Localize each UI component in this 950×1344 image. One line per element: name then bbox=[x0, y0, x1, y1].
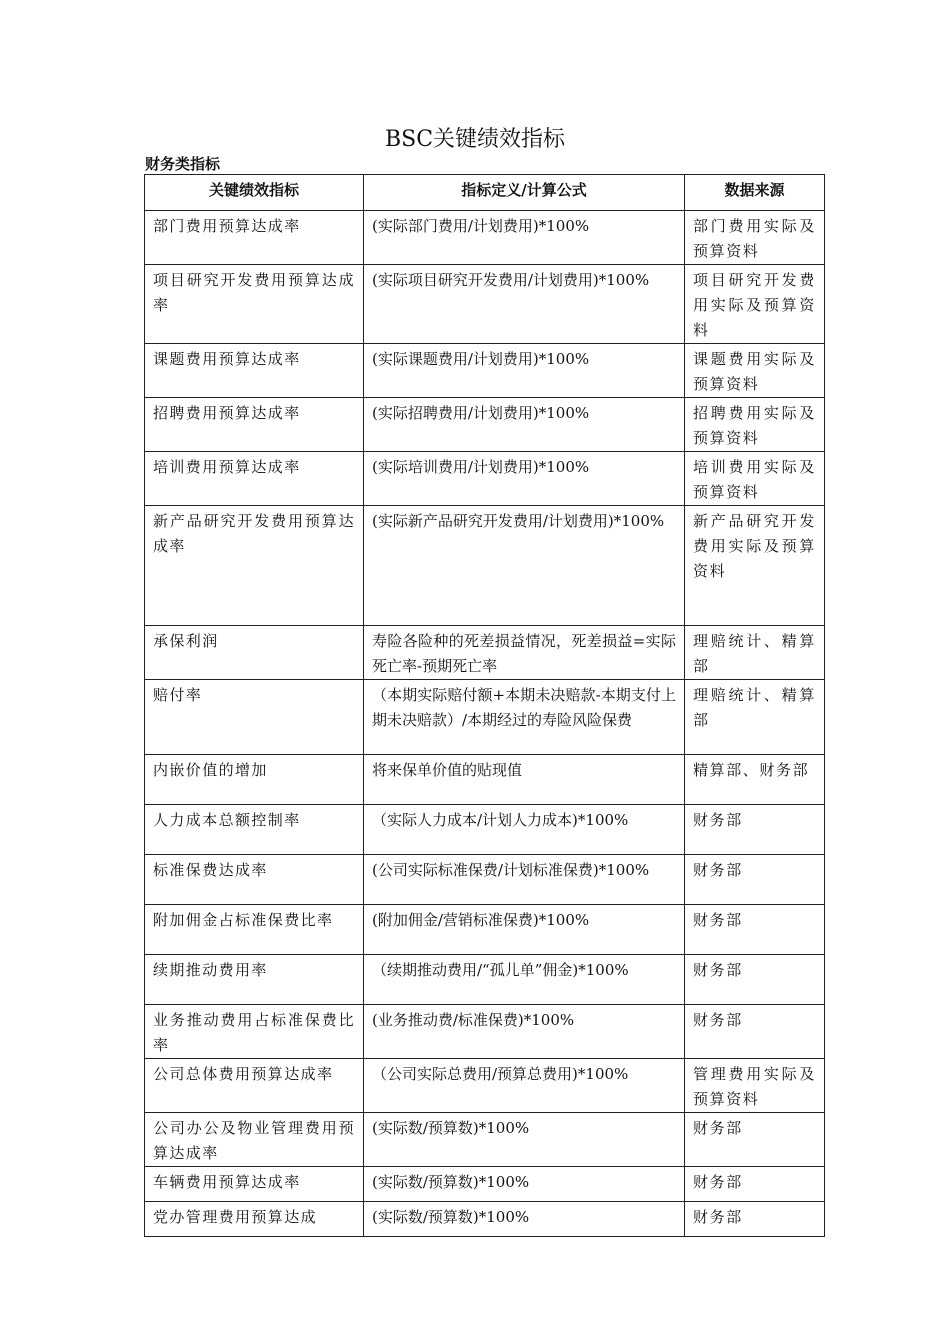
source-cell: 财务部 bbox=[685, 1167, 825, 1202]
source-cell: 财务部 bbox=[685, 905, 825, 955]
formula-cell: (业务推动费/标准保费)*100% bbox=[364, 1005, 685, 1059]
indicator-cell: 新产品研究开发费用预算达成率 bbox=[145, 506, 364, 626]
indicator-cell: 业务推动费用占标准保费比率 bbox=[145, 1005, 364, 1059]
indicator-cell: 续期推动费用率 bbox=[145, 955, 364, 1005]
formula-cell: (实际数/预算数)*100% bbox=[364, 1167, 685, 1202]
formula-cell: (实际项目研究开发费用/计划费用)*100% bbox=[364, 265, 685, 344]
table-row bbox=[145, 855, 825, 905]
source-cell: 新产品研究开发费用实际及预算资料 bbox=[685, 506, 825, 626]
formula-cell: (实际课题费用/计划费用)*100% bbox=[364, 344, 685, 398]
formula-cell: (附加佣金/营销标准保费)*100% bbox=[364, 905, 685, 955]
table-row bbox=[145, 452, 825, 506]
table-header-row bbox=[145, 175, 825, 211]
formula-cell: 将来保单价值的贴现值 bbox=[364, 755, 685, 805]
source-cell: 财务部 bbox=[685, 1005, 825, 1059]
table-row bbox=[145, 955, 825, 1005]
indicator-cell: 承保利润 bbox=[145, 626, 364, 680]
indicator-cell: 人力成本总额控制率 bbox=[145, 805, 364, 855]
table-row bbox=[145, 1167, 825, 1202]
table-row bbox=[145, 755, 825, 805]
table-row bbox=[145, 211, 825, 265]
formula-cell: (实际培训费用/计划费用)*100% bbox=[364, 452, 685, 506]
table-row bbox=[145, 398, 825, 452]
table-row bbox=[145, 805, 825, 855]
table-row bbox=[145, 680, 825, 755]
table-row bbox=[145, 905, 825, 955]
table-row bbox=[145, 265, 825, 344]
section-title: 财务类指标 bbox=[145, 155, 221, 173]
formula-cell: (实际招聘费用/计划费用)*100% bbox=[364, 398, 685, 452]
source-cell: 财务部 bbox=[685, 955, 825, 1005]
indicator-cell: 项目研究开发费用预算达成率 bbox=[145, 265, 364, 344]
source-cell: 管理费用实际及预算资料 bbox=[685, 1059, 825, 1113]
indicator-cell: 内嵌价值的增加 bbox=[145, 755, 364, 805]
formula-cell: (公司实际标准保费/计划标准保费)*100% bbox=[364, 855, 685, 905]
source-cell: 理赔统计、精算部 bbox=[685, 680, 825, 755]
table-row bbox=[145, 1059, 825, 1113]
table-row bbox=[145, 626, 825, 680]
indicator-cell: 公司办公及物业管理费用预算达成率 bbox=[145, 1113, 364, 1167]
source-cell: 财务部 bbox=[685, 805, 825, 855]
indicator-cell: 附加佣金占标准保费比率 bbox=[145, 905, 364, 955]
formula-cell: (实际数/预算数)*100% bbox=[364, 1113, 685, 1167]
formula-cell: （实际人力成本/计划人力成本)*100% bbox=[364, 805, 685, 855]
source-cell: 财务部 bbox=[685, 855, 825, 905]
source-cell: 招聘费用实际及预算资料 bbox=[685, 398, 825, 452]
table-row bbox=[145, 1005, 825, 1059]
indicator-cell: 部门费用预算达成率 bbox=[145, 211, 364, 265]
table-row bbox=[145, 344, 825, 398]
kpi-table bbox=[144, 174, 825, 1237]
source-cell: 财务部 bbox=[685, 1113, 825, 1167]
source-cell: 理赔统计、精算部 bbox=[685, 626, 825, 680]
table-row bbox=[145, 1202, 825, 1237]
indicator-cell: 招聘费用预算达成率 bbox=[145, 398, 364, 452]
source-cell: 部门费用实际及预算资料 bbox=[685, 211, 825, 265]
formula-cell: （续期推动费用/“孤儿单”佣金)*100% bbox=[364, 955, 685, 1005]
table-row bbox=[145, 1113, 825, 1167]
document-title: BSC关键绩效指标 bbox=[384, 127, 566, 152]
column-header-indicator: 关键绩效指标 bbox=[145, 175, 364, 211]
column-header-source: 数据来源 bbox=[685, 175, 825, 211]
table-row bbox=[145, 506, 825, 626]
indicator-cell: 公司总体费用预算达成率 bbox=[145, 1059, 364, 1113]
formula-cell: (实际部门费用/计划费用)*100% bbox=[364, 211, 685, 265]
indicator-cell: 赔付率 bbox=[145, 680, 364, 755]
formula-cell: (实际数/预算数)*100% bbox=[364, 1202, 685, 1237]
column-header-formula: 指标定义/计算公式 bbox=[364, 175, 685, 211]
formula-cell: （本期实际赔付额+本期未决赔款-本期支付上期未决赔款）/本期经过的寿险风险保费 bbox=[364, 680, 685, 755]
indicator-cell: 车辆费用预算达成率 bbox=[145, 1167, 364, 1202]
source-cell: 课题费用实际及预算资料 bbox=[685, 344, 825, 398]
indicator-cell: 标准保费达成率 bbox=[145, 855, 364, 905]
source-cell: 培训费用实际及预算资料 bbox=[685, 452, 825, 506]
source-cell: 精算部、财务部 bbox=[685, 755, 825, 805]
formula-cell: （公司实际总费用/预算总费用)*100% bbox=[364, 1059, 685, 1113]
indicator-cell: 课题费用预算达成率 bbox=[145, 344, 364, 398]
source-cell: 项目研究开发费用实际及预算资料 bbox=[685, 265, 825, 344]
indicator-cell: 培训费用预算达成率 bbox=[145, 452, 364, 506]
indicator-cell: 党办管理费用预算达成 bbox=[145, 1202, 364, 1237]
source-cell: 财务部 bbox=[685, 1202, 825, 1237]
formula-cell: (实际新产品研究开发费用/计划费用)*100% bbox=[364, 506, 685, 626]
formula-cell: 寿险各险种的死差损益情况，死差损益=实际死亡率-预期死亡率 bbox=[364, 626, 685, 680]
